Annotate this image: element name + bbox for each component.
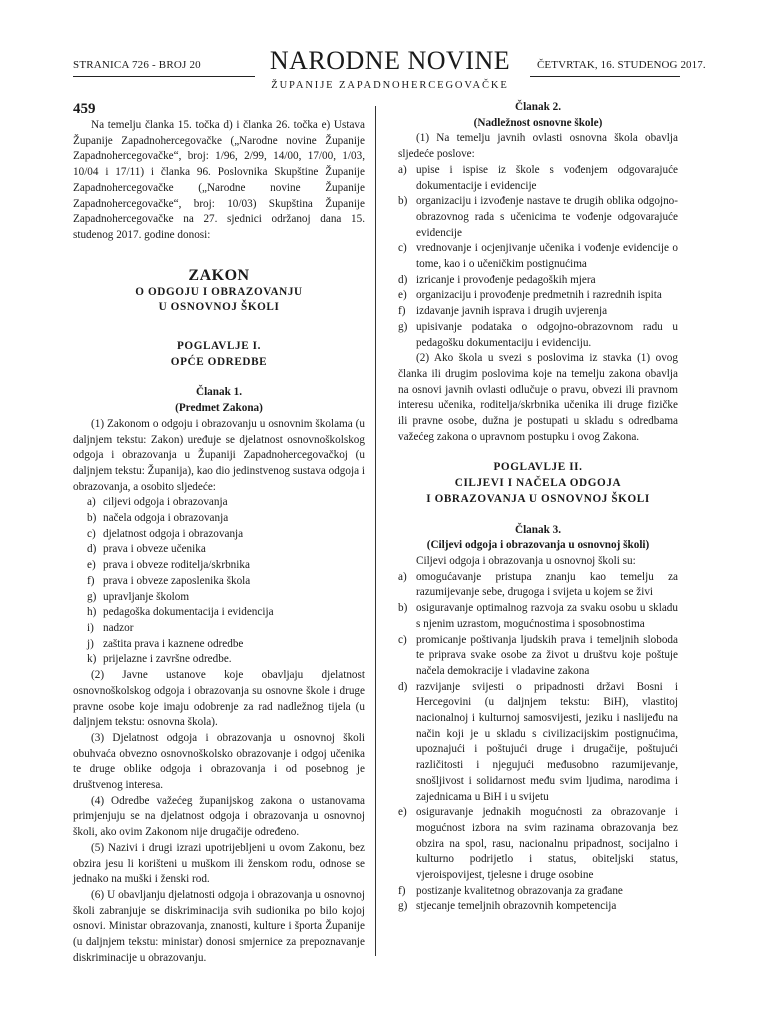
list-item: h) pedagoška dokumentacija i evidencija xyxy=(87,606,274,619)
law-title: ZAKON xyxy=(188,266,250,284)
issue-date-label: ČETVRTAK, 16. STUDENOG 2017. xyxy=(537,59,706,71)
list-item: g) upisivanje podataka o odgojno-obrazovnom radu u pedagošku dokumentaciju i evidenciju. xyxy=(398,320,678,349)
list-item: f) postizanje kvalitetnog obrazovanja za građane xyxy=(398,884,623,897)
law-subtitle-line2: U OSNOVNOJ ŠKOLI xyxy=(158,301,280,314)
list-item: i) nadzor xyxy=(87,621,134,634)
page-number-label: STRANICA 726 - BROJ 20 xyxy=(73,59,201,71)
list-item: e) organizaciju i provođenje predmetnih i razrednih ispita xyxy=(398,289,662,302)
list-item: c) vrednovanje i ocjenjivanje učenika i vođenje evidencije o tome, kao i o učeničkim postignućima xyxy=(398,242,678,271)
article1-list xyxy=(73,495,365,668)
article2-list xyxy=(398,163,678,351)
list-item: a) upise i ispise iz škole s vođenjem odgovarajuće dokumentacije i evidencije xyxy=(398,163,678,192)
masthead-subtitle: ŽUPANIJE ZAPADNOHERCEGOVAČKE xyxy=(271,80,509,91)
list-item: j) zaštita prava i kaznene odredbe xyxy=(87,637,244,650)
list-item: c) djelatnost odgoja i obrazovanja xyxy=(87,527,244,540)
right-column xyxy=(398,100,678,915)
article2-paragraph-2: (2) Ako škola u svezi s poslovima iz stavka (1) ovog članka ili drugim poslovima koje na temelju zakona obavlja na osnovi javnih ovlasti odlučuje o pravu, obvezi ili pravnom interesu učenika, roditelja/skrbnika učenika ili druge fizičke ili pravne osobe, dužna je postupati u skladu s odredbama važećeg zakona o upravnom postupku i ovog Zakona. xyxy=(398,352,678,443)
article-heading: Članak 1. xyxy=(195,386,242,399)
preamble: Na temelju članka 15. točka d) i članka 26. točka e) Ustava Županije Zapadnohercegovačke („Narodne novine Županije Zapadnohercegovačke“, broj: 1/96, 2/99, 14/00, 17/00, 1/03, 10/04 i 17/11) i članka 96. Poslovnika Skupštine Županije Zapadnohercegovačke („Narodne novine Županije Zapadnohercegovačke“, broj: 10/03) Skupština Županije Zapadnohercegovačke na 27. sjednici održanoj dana 15. studenog 2017. godine donosi: xyxy=(73,119,365,241)
header-rule-left xyxy=(73,76,255,77)
article1-paragraph-6: (6) U obavljanju djelatnosti odgoja i obrazovanja u osnovnoj školi zabranjuje se diskriminacija svih sudionika po bilo kojoj osnovi. Ministar obrazovanja, znanosti, kulture i športa Županije (u daljnjem tekstu: ministar) donosi smjernice za prepoznavanje diskriminacije u obrazovanju. xyxy=(73,888,365,964)
list-item: d) razvijanje svijesti o pripadnosti državi Bosni i Hercegovini (u daljnjem tekstu: BiH), vlastitoj nacionalnoj i kulturnoj samosvijesti, jeziku i naslijeđu na način koji je u skladu s civilizacijskim postignućima, upoznajući i poštujući druge i drugačije, poštujući različitosti i njegujući međusobno razumijevanje, snošljivost i solidarnost među svim ljudima, narodima i zajednicama u BiH i u svijetu xyxy=(398,680,678,803)
chapter2-heading: POGLAVLJE II. xyxy=(493,461,583,474)
header-rule-right xyxy=(530,76,680,77)
chapter2-title-line2: I OBRAZOVANJA U OSNOVNOJ ŠKOLI xyxy=(426,492,650,505)
article1-paragraph-4: (4) Odredbe važećeg županijskog zakona o ustanovama primjenjuju se na djelatnost odgoja i obrazovanja u osnovnoj školi, ako ovim Zakonom nije drugačije određeno. xyxy=(73,794,365,839)
list-item: g) stjecanje temeljnih obrazovnih kompetencija xyxy=(398,900,617,913)
column-divider xyxy=(375,106,376,956)
list-item: f) izdavanje javnih isprava i drugih uvjerenja xyxy=(398,305,608,318)
chapter-heading: POGLAVLJE I. xyxy=(176,340,262,353)
chapter-title: OPĆE ODREDBE xyxy=(170,355,268,368)
list-item: a) ciljevi odgoja i obrazovanja xyxy=(87,496,228,509)
law-subtitle-line1: O ODGOJU I OBRAZOVANJU xyxy=(135,285,303,298)
article2-title: (Nadležnost osnovne škole) xyxy=(473,116,603,129)
article2-heading: Članak 2. xyxy=(514,101,561,113)
article3-intro: Ciljevi odgoja i obrazovanja u osnovnoj školi su: xyxy=(416,554,636,567)
list-item: b) načela odgoja i obrazovanja xyxy=(87,512,229,525)
list-item: g) upravljanje školom xyxy=(87,590,190,603)
masthead-title: NARODNE NOVINE xyxy=(269,46,511,75)
list-item: b) osiguravanje optimalnog razvoja za svaku osobu u skladu s njenim uzrastom, mogućnostima i sposobnostima xyxy=(398,602,678,630)
article1-paragraph-3: (3) Djelatnost odgoja i obrazovanja u osnovnoj školi obuhvaća obvezno osnovnoškolsko obrazovanje i odgoj učenika te druge oblike odgoja i obrazovanja i od posebnog je društvenog interesa. xyxy=(73,731,365,792)
list-item: e) prava i obveze roditelja/skrbnika xyxy=(87,559,250,572)
list-item: c) promicanje poštivanja ljudskih prava i temeljnih sloboda te priprava svake osobe za život u društvu koje poštuje načela demokracije i vladavine zakona xyxy=(398,633,678,677)
article3-title: (Ciljevi odgoja i obrazovanja u osnovnoj školi) xyxy=(426,539,650,552)
list-item: a) omogućavanje pristupa znanju kao temelju za razumijevanje sebe, drugoga i svijeta u kojem se živi xyxy=(398,570,678,599)
article1-paragraph-2: (2) Javne ustanove koje obavljaju djelatnost osnovnoškolskog odgoja i obrazovanja su osnovne škole i druge pravne osobe koje imaju odobrenje za rad nadležnog tijela (u daljnjem tekstu: osnovna škola). xyxy=(73,669,365,729)
article1-paragraph-5: (5) Nazivi i drugi izrazi upotrijebljeni u ovom Zakonu, bez obzira jesu li korišteni u muškom ili ženskom rodu, odnose se jednako na muški i ženski rod. xyxy=(73,841,365,886)
article3-list xyxy=(398,570,678,915)
list-item: b) organizaciju i izvođenje nastave te drugih oblika odgojno-obrazovnog rada s učenicima te vođenje odgovarajuće evidencije xyxy=(398,195,678,239)
list-item: d) izricanje i provođenje pedagoških mjera xyxy=(398,273,596,286)
article-title: (Predmet Zakona) xyxy=(175,402,263,415)
article1-paragraph-1: (1) Zakonom o odgoju i obrazovanju u osnovnim školama (u daljnjem tekstu: Zakon) uređuje se djelatnost osnovnoškolskog odgoja i obrazovanja u Županiji Zapadnohercegovačkoj (u daljnjem tekstu: Županija), kao dio jedinstvenog sustava odgoja i obrazovanja, a osobito sljedeće: xyxy=(73,417,365,493)
chapter2-title-line1: CILJEVI I NAČELA ODGOJA xyxy=(454,477,622,490)
article2-paragraph-1: (1) Na temelju javnih ovlasti osnovna škola obavlja sljedeće poslove: xyxy=(398,132,678,161)
list-item: e) osiguravanje jednakih mogućnosti za obrazovanje i mogućnost izbora na svim razinama obrazovanja bez obzira na spol, rasu, nacionalnu pripadnost, socijalno i kulturno podrijetlo i status, obiteljski status, vjeroispovijest, tjelesne i druge osobine xyxy=(398,806,678,882)
list-item: k) prijelazne i završne odredbe. xyxy=(87,653,232,666)
left-column xyxy=(73,100,365,966)
list-item: d) prava i obveze učenika xyxy=(87,543,206,556)
article3-heading: Članak 3. xyxy=(514,523,561,536)
document-number: 459 xyxy=(73,101,96,117)
list-item: f) prava i obveze zaposlenika škola xyxy=(87,574,251,587)
